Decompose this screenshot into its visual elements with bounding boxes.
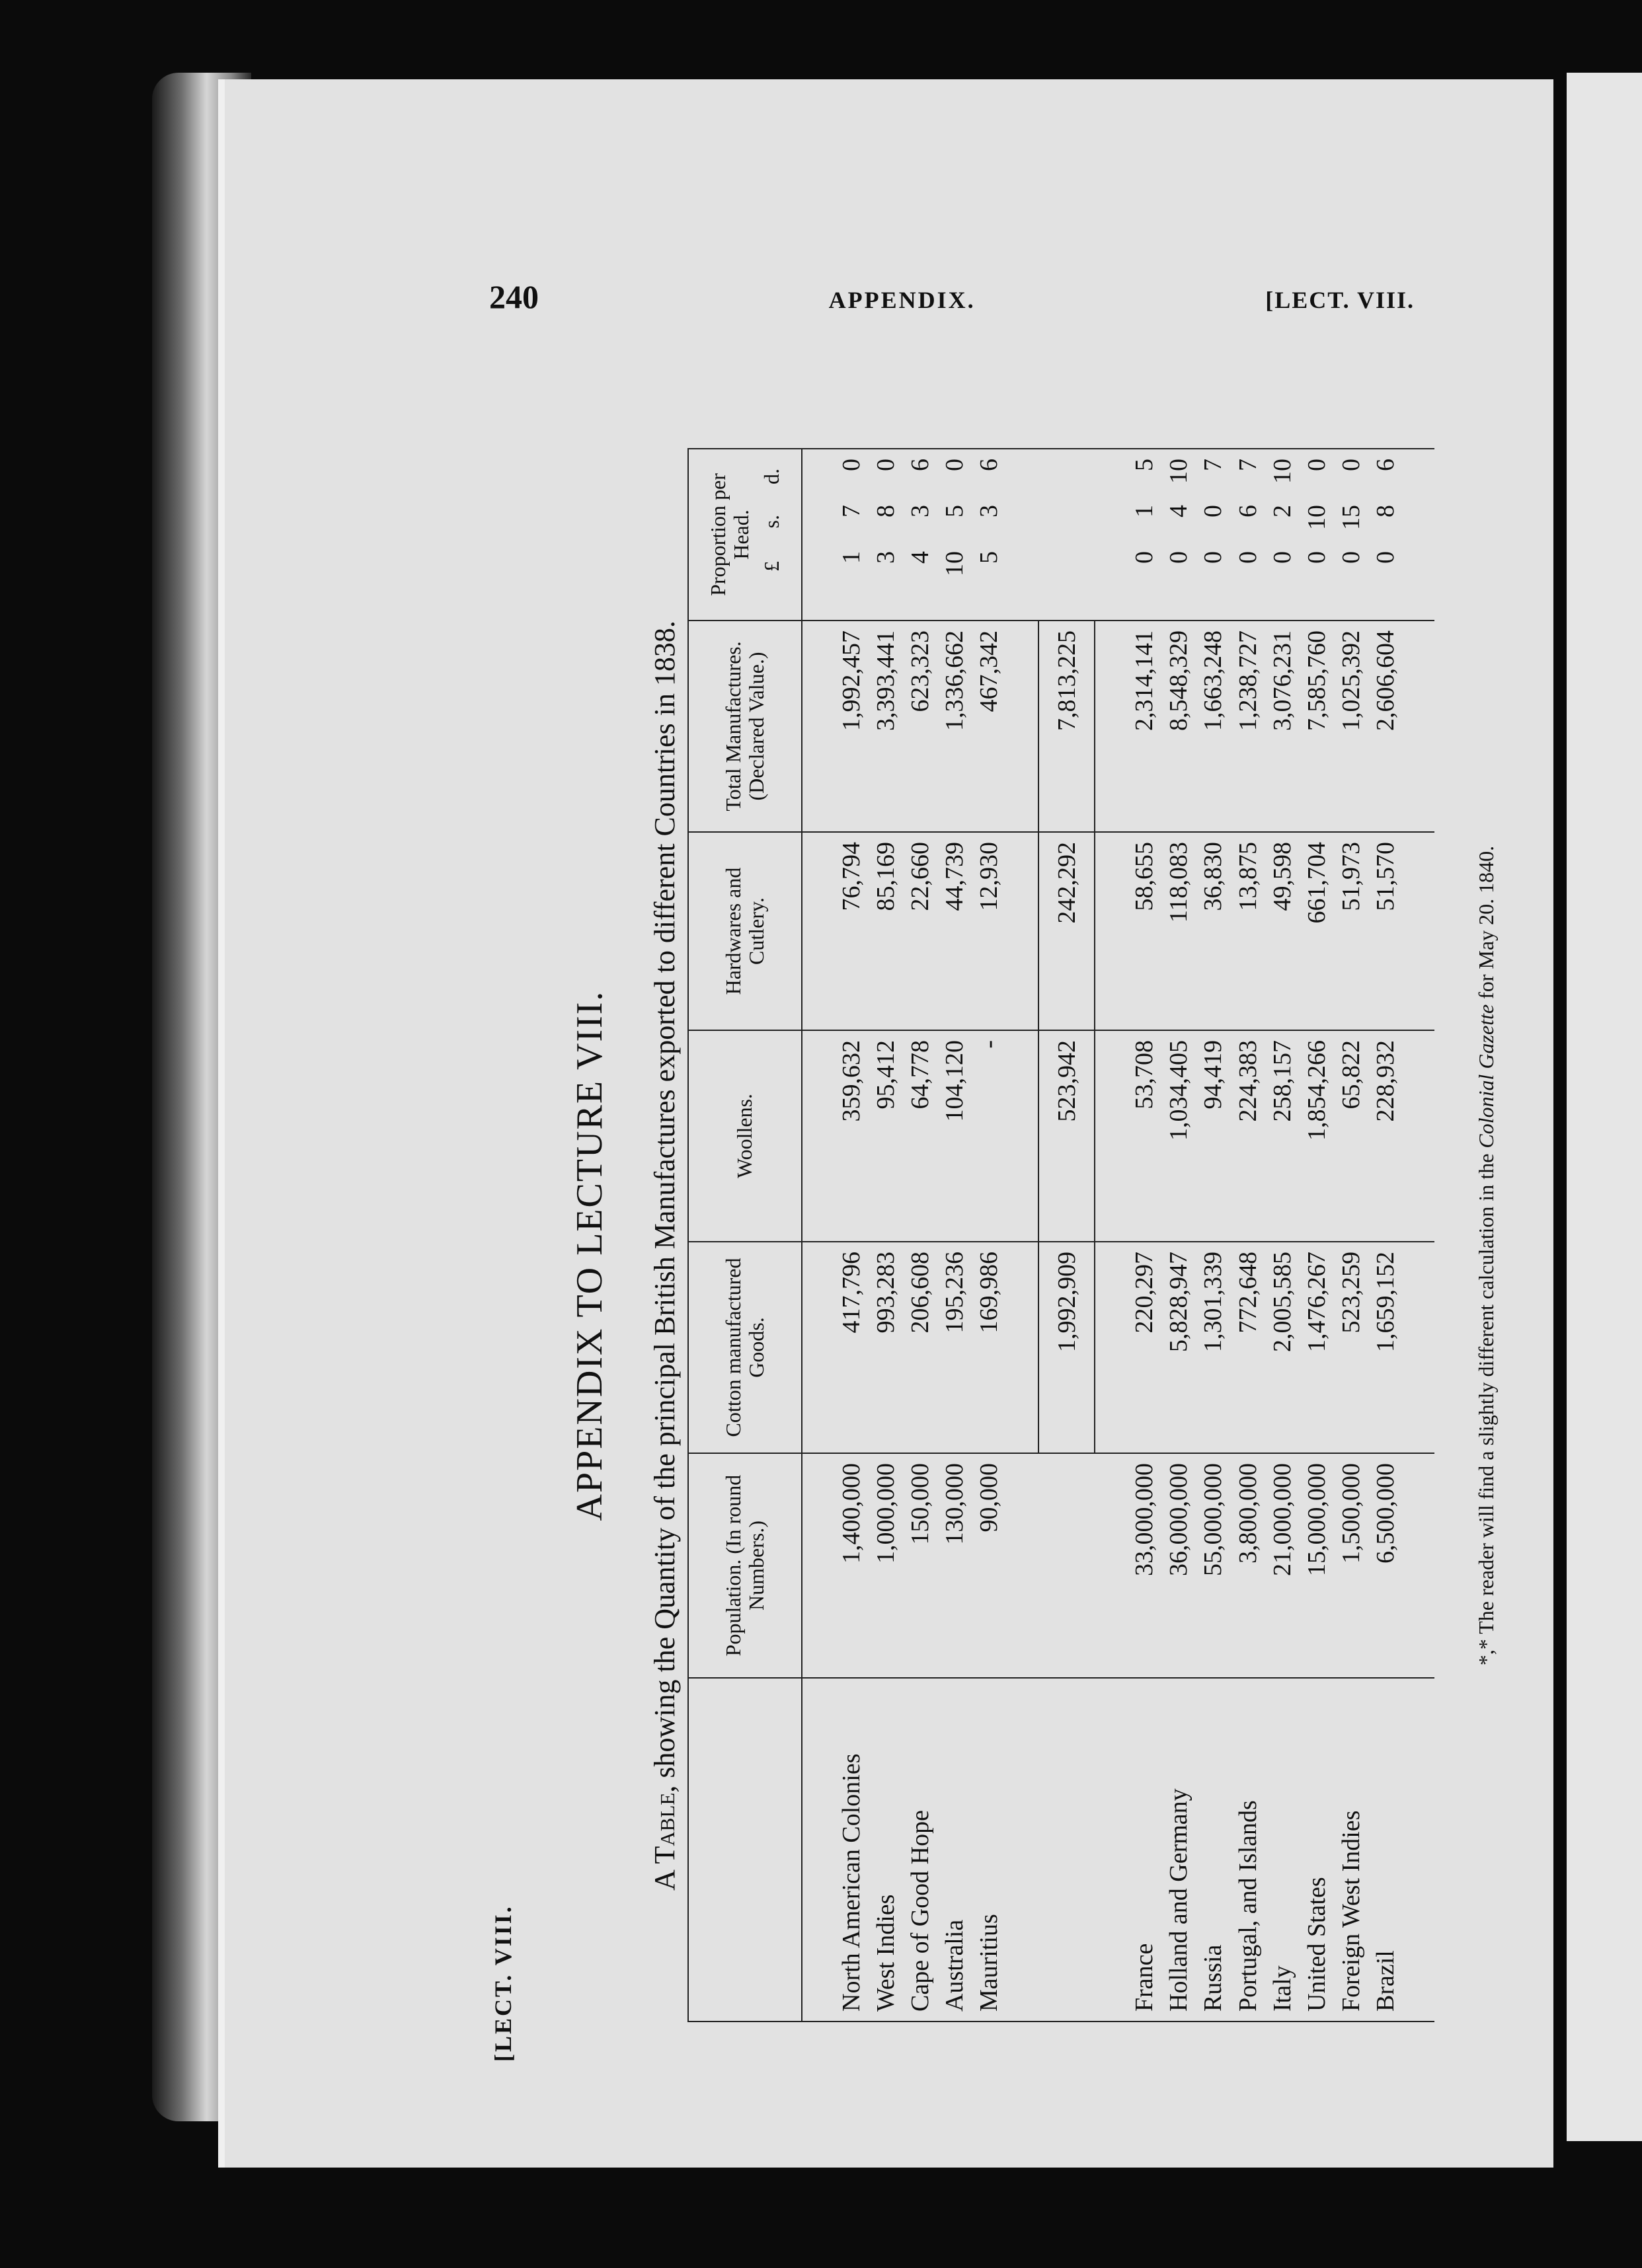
- cotton-cell: 1,659,152: [1368, 1242, 1403, 1453]
- total-cell: 2,606,604: [1368, 621, 1403, 832]
- hardwares-cell: 51,973: [1334, 832, 1368, 1030]
- pence-value: 0: [1303, 459, 1331, 471]
- shillings-value: 8: [871, 505, 900, 517]
- spacer-cell: [1006, 1030, 1038, 1242]
- population-cell: 33,000,000: [1127, 1453, 1161, 1678]
- pence-value: 10: [1268, 459, 1296, 484]
- population-cell: 90,000: [972, 1453, 1006, 1678]
- hardwares-cell: 12,930: [972, 832, 1006, 1030]
- pounds-value: 0: [1303, 551, 1331, 564]
- table-body: [802, 449, 1434, 2022]
- header-lsd: [760, 469, 783, 601]
- pounds-value: 0: [1268, 551, 1296, 564]
- lsd-values: [974, 459, 1003, 591]
- woollens-cell: 359,632: [834, 1030, 869, 1242]
- footnote-tail: for May 20. 1840.: [1474, 845, 1498, 999]
- spacer-cell: [1006, 1678, 1038, 2022]
- population-cell: 55,000,000: [1196, 1453, 1230, 1678]
- header-total: Total Manufactures. (Declared Value.): [688, 621, 802, 832]
- cotton-cell: 523,259: [1334, 1242, 1368, 1453]
- lsd-values: [1164, 459, 1193, 591]
- pounds-value: 4: [906, 551, 935, 564]
- total-empty-cell: [1038, 1453, 1095, 1678]
- footnote-lead: *,* The reader will find a slightly different calculation in the: [1474, 1153, 1498, 1666]
- rotated-page-content: [490, 449, 1520, 2062]
- cotton-cell: 2,005,585: [1265, 1242, 1300, 1453]
- spacer-cell: [1403, 1453, 1434, 1678]
- proportion-cell: [937, 449, 972, 621]
- lsd-values: [1371, 459, 1400, 591]
- woollens-cell: 64,778: [903, 1030, 937, 1242]
- cotton-cell: 5,828,947: [1161, 1242, 1196, 1453]
- population-cell: 1,500,000: [1334, 1453, 1368, 1678]
- country-name: Australia: [937, 1678, 972, 2022]
- country-name: Italy: [1265, 1678, 1300, 2022]
- spacer-cell: [802, 1678, 834, 2022]
- hardwares-cell: 118,083: [1161, 832, 1196, 1030]
- spacer-cell: [1095, 449, 1127, 621]
- hardwares-cell: 661,704: [1300, 832, 1334, 1030]
- table-row: [1368, 449, 1403, 2022]
- spacer-row: [802, 449, 834, 2022]
- total-cell: 1,238,727: [1231, 621, 1265, 832]
- appendix-title: APPENDIX TO LECTURE VIII.: [569, 990, 610, 1521]
- pence-value: 10: [1165, 459, 1193, 484]
- colonies-total-row: [1038, 449, 1095, 2022]
- table-caption: [648, 449, 682, 2062]
- table-row: [1196, 449, 1230, 2022]
- spacer-cell: [802, 621, 834, 832]
- spacer-cell: [802, 1453, 834, 1678]
- spacer-cell: [1006, 1453, 1038, 1678]
- spacer-cell: [1006, 1242, 1038, 1453]
- header-pence: d.: [759, 469, 783, 484]
- population-cell: 15,000,000: [1300, 1453, 1334, 1678]
- population-cell: 6,500,000: [1368, 1453, 1403, 1678]
- header-shillings: s.: [759, 515, 783, 529]
- total-cotton-cell: 1,992,909: [1038, 1242, 1095, 1453]
- pence-value: 0: [941, 459, 969, 471]
- pence-value: 7: [1199, 459, 1228, 471]
- pence-value: 6: [1372, 459, 1400, 471]
- country-name: United States: [1300, 1678, 1334, 2022]
- caption-rest: , showing the Quantity of the principal British Manufactures exported to different Countries in 1838.: [648, 621, 681, 1793]
- lsd-values: [871, 459, 900, 591]
- shillings-value: 6: [1233, 505, 1262, 517]
- proportion-cell: [1300, 449, 1334, 621]
- cotton-cell: 993,283: [869, 1242, 903, 1453]
- spacer-cell: [1403, 1678, 1434, 2022]
- header-cotton: Cotton manufactured Goods.: [688, 1242, 802, 1453]
- hardwares-cell: 49,598: [1265, 832, 1300, 1030]
- caption-prefix: A: [648, 1871, 681, 1891]
- population-cell: 1,400,000: [834, 1453, 869, 1678]
- hardwares-cell: 76,794: [834, 832, 869, 1030]
- spacer-row: [1006, 449, 1038, 2022]
- proportion-cell: [1231, 449, 1265, 621]
- total-cell: 3,393,441: [869, 621, 903, 832]
- spacer-cell: [1095, 1678, 1127, 2022]
- total-cell: 1,025,392: [1334, 621, 1368, 832]
- spacer-cell: [1403, 832, 1434, 1030]
- facing-page-edge: [1567, 73, 1642, 2141]
- cotton-cell: 169,986: [972, 1242, 1006, 1453]
- table-row: [972, 449, 1006, 2022]
- spacer-cell: [1095, 621, 1127, 832]
- pence-value: 5: [1130, 459, 1159, 471]
- lsd-values: [837, 459, 866, 591]
- cotton-cell: 417,796: [834, 1242, 869, 1453]
- shillings-value: 4: [1165, 505, 1193, 517]
- spacer-cell: [1095, 1030, 1127, 1242]
- total-cell: 7,585,760: [1300, 621, 1334, 832]
- spacer-cell: [1095, 1242, 1127, 1453]
- table-row: [1265, 449, 1300, 2022]
- header-pounds: £: [759, 561, 783, 572]
- lsd-values: [1337, 459, 1366, 591]
- country-name: Mauritius: [972, 1678, 1006, 2022]
- country-name: Holland and Germany: [1161, 1678, 1196, 2022]
- header-country: [688, 1678, 802, 2022]
- woollens-cell: 228,932: [1368, 1030, 1403, 1242]
- spacer-cell: [802, 1242, 834, 1453]
- woollens-cell: 53,708: [1127, 1030, 1161, 1242]
- population-cell: 1,000,000: [869, 1453, 903, 1678]
- hardwares-cell: 85,169: [869, 832, 903, 1030]
- shillings-value: 1: [1130, 505, 1159, 517]
- spacer-cell: [802, 832, 834, 1030]
- table-row: [1300, 449, 1334, 2022]
- woollens-cell: 65,822: [1334, 1030, 1368, 1242]
- proportion-cell: [834, 449, 869, 621]
- table-row: [869, 449, 903, 2022]
- header-proportion-label: Proportion per Head.: [706, 473, 754, 596]
- pence-value: 6: [906, 459, 935, 471]
- cotton-cell: 195,236: [937, 1242, 972, 1453]
- total-total-cell: 7,813,225: [1038, 621, 1095, 832]
- country-name: West Indies: [869, 1678, 903, 2022]
- spacer-cell: [1403, 1030, 1434, 1242]
- hardwares-cell: 22,660: [903, 832, 937, 1030]
- header-woollens: Woollens.: [688, 1030, 802, 1242]
- lsd-values: [906, 459, 935, 591]
- total-cell: 1,663,248: [1196, 621, 1230, 832]
- pounds-value: 0: [1337, 551, 1366, 564]
- total-cell: 3,076,231: [1265, 621, 1300, 832]
- spacer-cell: [1403, 1242, 1434, 1453]
- pence-value: 7: [1233, 459, 1262, 471]
- woollens-cell: -: [972, 1030, 1006, 1242]
- pence-value: 0: [1337, 459, 1366, 471]
- lsd-values: [940, 459, 969, 591]
- spacer-row: [1403, 449, 1434, 2022]
- pounds-value: 1: [837, 551, 865, 564]
- running-head-title: APPENDIX.: [828, 287, 976, 313]
- proportion-cell: [903, 449, 937, 621]
- shillings-value: 8: [1372, 505, 1400, 517]
- total-empty-cell: [1038, 1678, 1095, 2022]
- total-cell: 623,323: [903, 621, 937, 832]
- country-name: Portugal, and Islands: [1231, 1678, 1265, 2022]
- proportion-cell: [869, 449, 903, 621]
- page-number: 240: [489, 278, 539, 315]
- pounds-value: 0: [1233, 551, 1262, 564]
- shillings-value: 10: [1303, 505, 1331, 530]
- shillings-value: 5: [941, 505, 969, 517]
- spacer-cell: [1006, 832, 1038, 1030]
- proportion-cell: [972, 449, 1006, 621]
- cotton-cell: 1,301,339: [1196, 1242, 1230, 1453]
- pence-value: 0: [871, 459, 900, 471]
- table-row: [1231, 449, 1265, 2022]
- table-header-row: [688, 449, 802, 2022]
- population-cell: 36,000,000: [1161, 1453, 1196, 1678]
- spacer-cell: [1006, 621, 1038, 832]
- lsd-values: [1130, 459, 1159, 591]
- woollens-cell: 1,034,405: [1161, 1030, 1196, 1242]
- hardwares-cell: 44,739: [937, 832, 972, 1030]
- population-cell: 21,000,000: [1265, 1453, 1300, 1678]
- woollens-cell: 104,120: [937, 1030, 972, 1242]
- woollens-cell: 258,157: [1265, 1030, 1300, 1242]
- pence-value: 0: [837, 459, 865, 471]
- country-name: France: [1127, 1678, 1161, 2022]
- running-head-lecture: [LECT. VIII.: [490, 1905, 516, 2062]
- spacer-cell: [1095, 1453, 1127, 1678]
- proportion-cell: [1265, 449, 1300, 621]
- country-name: North American Colonies: [834, 1678, 869, 2022]
- population-cell: 3,800,000: [1231, 1453, 1265, 1678]
- page-running-head: [489, 278, 1415, 317]
- spacer-row: [1095, 449, 1127, 2022]
- hardwares-cell: 13,875: [1231, 832, 1265, 1030]
- woollens-cell: 1,854,266: [1300, 1030, 1334, 1242]
- header-proportion: [688, 449, 802, 621]
- caption-smallcaps: Table: [648, 1792, 681, 1864]
- shillings-value: 7: [837, 505, 865, 517]
- table-row: [937, 449, 972, 2022]
- spacer-cell: [1095, 832, 1127, 1030]
- lsd-values: [1268, 459, 1297, 591]
- spacer-cell: [1006, 449, 1038, 621]
- population-cell: 130,000: [937, 1453, 972, 1678]
- country-name: Foreign West Indies: [1334, 1678, 1368, 2022]
- pounds-value: 5: [975, 551, 1003, 564]
- woollens-cell: 94,419: [1196, 1030, 1230, 1242]
- table-row: [1161, 449, 1196, 2022]
- total-empty-cell: [1038, 449, 1095, 621]
- footnote-journal: Colonial Gazette: [1474, 1004, 1498, 1149]
- table-row: [834, 449, 869, 2022]
- pounds-value: 0: [1199, 551, 1228, 564]
- pence-value: 6: [975, 459, 1003, 471]
- woollens-cell: 95,412: [869, 1030, 903, 1242]
- total-cell: 1,992,457: [834, 621, 869, 832]
- hardwares-cell: 36,830: [1196, 832, 1230, 1030]
- lsd-values: [1233, 459, 1263, 591]
- running-head-lect: [LECT. VIII.: [1265, 287, 1415, 313]
- proportion-cell: [1127, 449, 1161, 621]
- hardwares-cell: 51,570: [1368, 832, 1403, 1030]
- footnote: [1474, 449, 1499, 2062]
- shillings-value: 3: [975, 505, 1003, 517]
- hardwares-cell: 58,655: [1127, 832, 1161, 1030]
- shillings-value: 2: [1268, 505, 1296, 517]
- table-row: [1334, 449, 1368, 2022]
- pounds-value: 0: [1165, 551, 1193, 564]
- total-cell: 2,314,141: [1127, 621, 1161, 832]
- header-population: Population. (In round Numbers.): [688, 1453, 802, 1678]
- cotton-cell: 1,476,267: [1300, 1242, 1334, 1453]
- cotton-cell: 220,297: [1127, 1242, 1161, 1453]
- shillings-value: 15: [1337, 505, 1366, 530]
- shillings-value: 3: [906, 505, 935, 517]
- total-cell: 1,336,662: [937, 621, 972, 832]
- woollens-cell: 224,383: [1231, 1030, 1265, 1242]
- running-head: [489, 449, 529, 2062]
- country-name: Russia: [1196, 1678, 1230, 2022]
- table-row: [1127, 449, 1161, 2022]
- proportion-cell: [1368, 449, 1403, 621]
- shillings-value: 0: [1199, 505, 1228, 517]
- total-woollens-cell: 523,942: [1038, 1030, 1095, 1242]
- table-row: [903, 449, 937, 2022]
- pounds-value: 0: [1372, 551, 1400, 564]
- pounds-value: 3: [871, 551, 900, 564]
- cotton-cell: 206,608: [903, 1242, 937, 1453]
- population-cell: 150,000: [903, 1453, 937, 1678]
- country-name: Brazil: [1368, 1678, 1403, 2022]
- spacer-cell: [802, 1030, 834, 1242]
- exports-table: [687, 448, 1434, 2022]
- header-hardwares: Hardwares and Cutlery.: [688, 832, 802, 1030]
- pounds-value: 0: [1130, 551, 1159, 564]
- lsd-values: [1302, 459, 1331, 591]
- spacer-cell: [802, 449, 834, 621]
- total-cell: 8,548,329: [1161, 621, 1196, 832]
- country-name: Cape of Good Hope: [903, 1678, 937, 2022]
- spacer-cell: [1403, 449, 1434, 621]
- cotton-cell: 772,648: [1231, 1242, 1265, 1453]
- spacer-cell: [1403, 621, 1434, 832]
- pounds-value: 10: [941, 551, 969, 576]
- proportion-cell: [1161, 449, 1196, 621]
- total-cell: 467,342: [972, 621, 1006, 832]
- lsd-values: [1198, 459, 1228, 591]
- proportion-cell: [1196, 449, 1230, 621]
- proportion-cell: [1334, 449, 1368, 621]
- total-hardwares-cell: 242,292: [1038, 832, 1095, 1030]
